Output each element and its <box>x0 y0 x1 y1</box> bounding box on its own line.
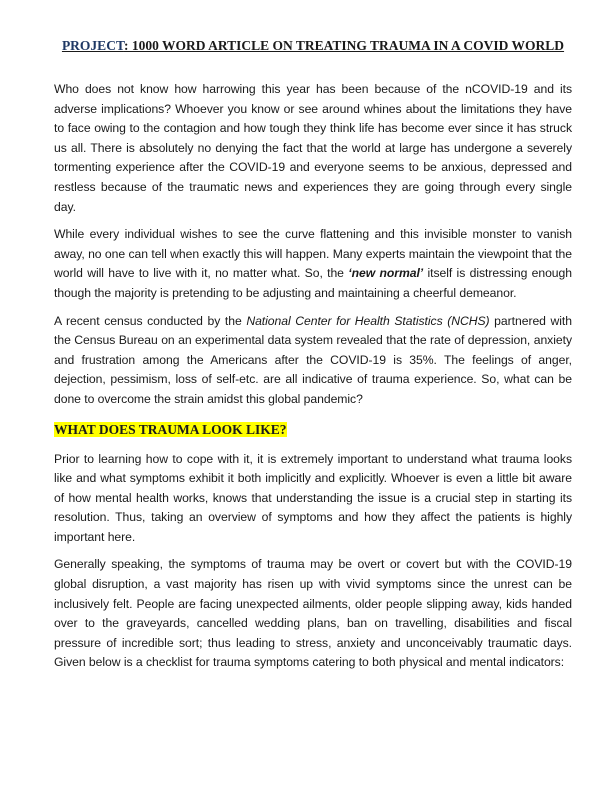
paragraph-2 <box>54 225 572 303</box>
section-heading <box>54 420 572 440</box>
paragraph-3-text-b: partnered with the Census Bureau on an experimental data system revealed that the rate of depression, anxiety and frustration among the Americans after the COVID-19 is 35%. The feelings of anger, dejection, pessimism, loss of self-etc. are all indicative of trauma experience. So, what can be done to overcome the strain amidst this global pandemic? <box>54 313 572 406</box>
paragraph-2-text-b: itself is distressing enough though the majority is pretending to be adjusting and maintaining a cheerful demeanor. <box>54 266 572 300</box>
paragraph-2-text-a: While every individual wishes to see the curve flattening and this invisible monster to vanish away, no one can tell when exactly this will happen. Many experts maintain the viewpoint that the world will have to live with it, no matter what. So, the <box>54 227 572 281</box>
title-text: : 1000 WORD ARTICLE ON TREATING TRAUMA IN A COVID WORLD <box>123 38 565 53</box>
document-page <box>54 36 572 681</box>
paragraph-1: Who does not know how harrowing this year has been because of the nCOVID-19 and its adverse implications? Whoever you know or see around whines about the limitations they have to face owing to the contagion and how tough they think life has become ever since it has struck us all. There is absolutely no denying the fact that the world at large has undergone a severely tormenting experience after the COVID-19 and everyone seems to be anxious, depressed and restless because of the traumatic news and experiences they are going through every single day. <box>54 82 572 214</box>
paragraph-4: Prior to learning how to cope with it, it is extremely important to understand what trauma looks like and what symptoms exhibit it both implicitly and explicitly. Whoever is even a little bit aware of how mental health works, knows that understanding the issue is a crucial step in starting its resolution. Thus, taking an overview of symptoms and how they affect the patients is highly important here. <box>54 451 572 544</box>
document-title <box>54 36 572 56</box>
paragraph-3-text-a: A recent census conducted by the <box>54 313 247 328</box>
section-heading-highlight: WHAT DOES TRAUMA LOOK LIKE? <box>54 421 287 437</box>
paragraph-5: Generally speaking, the symptoms of trauma may be overt or covert but with the COVID-19 global disruption, a vast majority has risen up with vivid symptoms since the unrest can be inclusively felt. People are facing unexpected ailments, older people slipping away, kids handed over to the graveyards, cancelled wedding plans, ban on travelling, disabilities and fiscal pressure of incredible sort; thus leading to stress, anxiety and unconceivably traumatic days. Given below is a checklist for trauma symptoms catering to both physical and mental indicators: <box>54 557 572 670</box>
paragraph-3-emphasis: National Center for Health Statistics (NCHS) <box>246 313 490 328</box>
paragraph-3 <box>54 312 572 410</box>
paragraph-2-emphasis: ‘new normal’ <box>348 266 424 281</box>
title-label: PROJECT <box>61 38 124 53</box>
